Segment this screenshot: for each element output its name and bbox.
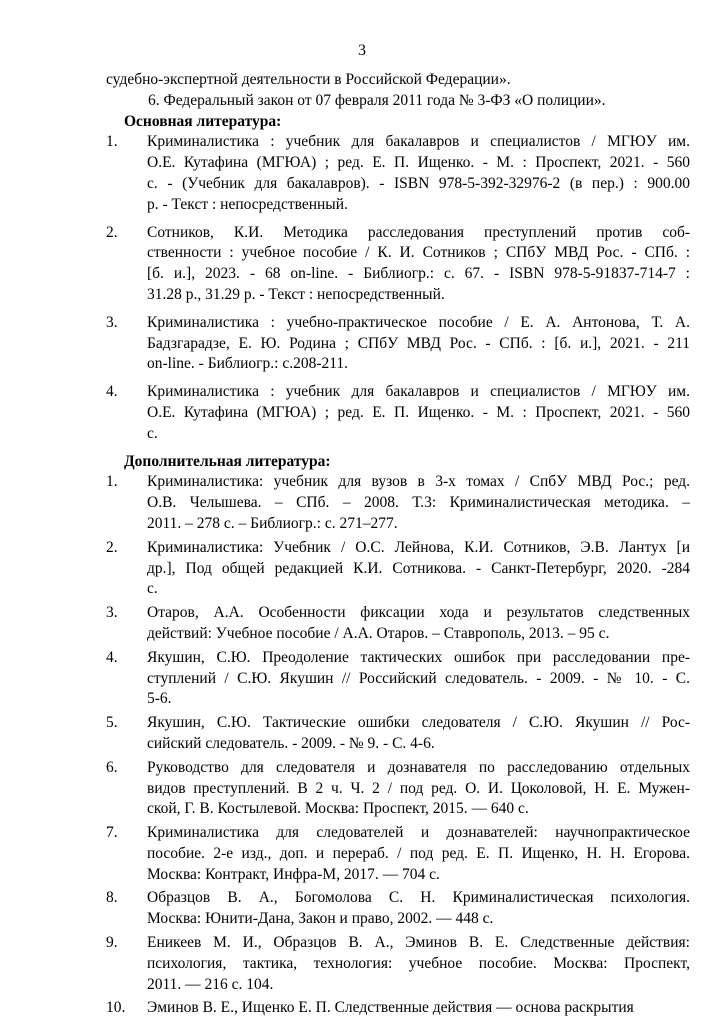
item-number: 8. — [106, 889, 118, 907]
item-text-line: Образцов В. А., Богомолова С. Н. Криминалистическая психология. — [147, 889, 690, 907]
item-text-line: 5-6. — [147, 690, 172, 708]
item-number: 3. — [106, 604, 118, 622]
extra-literature-item — [106, 888, 690, 930]
item-text — [147, 713, 690, 755]
extra-literature-item — [106, 823, 690, 885]
item-text — [147, 538, 690, 600]
item-text-line: психология, тактика, технология: учебное пособие. Москва: Проспект, — [147, 954, 690, 972]
item-text-line: Эминов В. Е., Ищенко Е. П. Следственные действия — основа раскрытия — [147, 999, 634, 1017]
intro-line-2: 6. Федеральный закон от 07 февраля 2011 года № 3-ФЗ «О полиции». — [148, 91, 606, 109]
item-text-line: 31.28 р., 31.29 р. - Текст : непосредственный. — [147, 285, 445, 303]
document-body — [106, 70, 690, 1022]
item-number: 10. — [106, 999, 126, 1017]
main-literature-item — [106, 132, 690, 215]
item-number: 3. — [106, 313, 118, 331]
extra-literature-item — [106, 998, 690, 1019]
extra-literature-item — [106, 933, 690, 995]
item-text-line: [б. и.], 2023. - 68 on-line. - Библиогр.: с. 67. - ISBN 978-5-91837-714-7 : — [147, 265, 690, 283]
extra-literature-item — [106, 603, 690, 645]
item-number: 2. — [106, 538, 118, 556]
item-text — [147, 648, 690, 710]
extra-literature-item — [106, 472, 690, 534]
item-text — [147, 472, 690, 534]
item-text-line: пособие. 2-е изд., доп. и перераб. / под ред. Е. П. Ищенко, Н. Н. Егорова. — [147, 844, 690, 862]
item-text-line: Сотников, К.И. Методика расследования преступлений против соб- — [147, 223, 690, 241]
item-number: 5. — [106, 714, 118, 732]
item-text-line: Москва: Юнити-Дана, Закон и право, 2002. — 448 с. — [147, 910, 494, 928]
item-text — [147, 603, 690, 645]
item-text-line: 2011. — 216 с. 104. — [147, 975, 274, 993]
item-text-line: О.В. Челышева. – СПб. – 2008. Т.3: Криминалистическая методика. – — [147, 494, 690, 512]
item-text-line: Москва: Контракт, Инфра-М, 2017. — 704 с. — [147, 865, 440, 883]
item-text-line: Криминалистика: Учебник / О.С. Лейнова, К.И. Сотников, Э.В. Лантух [и — [147, 538, 690, 556]
item-number: 9. — [106, 934, 118, 952]
item-text — [147, 933, 690, 995]
extra-literature-list — [106, 472, 690, 1019]
main-literature-item — [106, 382, 690, 444]
intro-line-1: судебно-экспертной деятельности в Российской Федерации». — [106, 71, 511, 88]
item-text-line: Якушин, С.Ю. Тактические ошибки следователя / С.Ю. Якушин // Рос- — [147, 714, 690, 732]
page-number: 3 — [358, 42, 366, 59]
item-text — [147, 758, 690, 820]
item-number: 7. — [106, 824, 118, 842]
extra-literature-item — [106, 713, 690, 755]
item-text-line: с. - (Учебник для бакалавров). - ISBN 978-5-392-32976-2 (в пер.) : 900.00 — [147, 174, 690, 192]
item-text-line: Криминалистика : учебник для бакалавров и специалистов / МГЮУ им. — [147, 383, 690, 401]
item-text-line: О.Е. Кутафина (МГЮА) ; ред. Е. П. Ищенко. - М. : Проспект, 2021. - 560 — [147, 154, 690, 172]
item-text-line: on-line. - Библиогр.: с.208-211. — [147, 355, 349, 373]
item-text-line: Криминалистика : учебно-практическое пособие / Е. А. Антонова, Т. А. — [147, 313, 690, 331]
item-text-line: ской, Г. В. Костылевой. Москва: Проспект, 2015. — 640 с. — [147, 800, 529, 818]
item-number: 4. — [106, 648, 118, 666]
item-text-line: видов преступлений. В 2 ч. Ч. 2 / под ред. О. И. Цоколовой, Н. Е. Мужен- — [147, 779, 690, 797]
item-number: 1. — [106, 133, 118, 151]
item-text-line: р. - Текст : непосредственный. — [147, 195, 348, 213]
item-text — [147, 998, 690, 1019]
item-number: 4. — [106, 383, 118, 401]
item-text-line: Отаров, А.А. Особенности фиксации хода и результатов следственных — [147, 604, 690, 622]
item-text-line: действий: Учебное пособие / А.А. Отаров. – Ставрополь, 2013. – 95 с. — [147, 624, 610, 642]
extra-literature-heading: Дополнительная литература: — [124, 452, 331, 470]
main-literature-heading: Основная литература: — [124, 112, 282, 130]
extra-literature-item — [106, 648, 690, 710]
main-literature-item — [106, 223, 690, 306]
item-text-line: Руководство для следователя и дознавателя по расследованию отдельных — [147, 758, 690, 776]
item-number: 6. — [106, 758, 118, 776]
main-literature-item — [106, 313, 690, 375]
item-number: 1. — [106, 473, 118, 491]
item-text — [147, 132, 690, 215]
item-text-line: с. — [147, 580, 158, 598]
item-text-line: О.Е. Кутафина (МГЮА) ; ред. Е. П. Ищенко. - М. : Проспект, 2021. - 560 — [147, 403, 690, 421]
item-text-line: Бадзгарадзе, Е. Ю. Родина ; СПбУ МВД Рос. - СПб. : [б. и.], 2021. - 211 — [147, 334, 690, 352]
item-text-line: Криминалистика : учебник для бакалавров и специалистов / МГЮУ им. — [147, 133, 690, 151]
item-text — [147, 823, 690, 885]
item-text — [147, 223, 690, 306]
item-text-line: Криминалистика: учебник для вузов в 3-х томах / СпбУ МВД Рос.; ред. — [147, 473, 690, 491]
extra-literature-item — [106, 538, 690, 600]
item-text — [147, 382, 690, 444]
main-literature-list — [106, 132, 690, 444]
item-text-line: Еникеев М. И., Образцов В. А., Эминов В. Е. Следственные действия: — [147, 934, 690, 952]
item-text-line: Якушин, С.Ю. Преодоление тактических ошибок при расследовании пре- — [147, 648, 690, 666]
item-text-line: ственности : учебное пособие / К. И. Сотников ; СПбУ МВД Рос. - СПб. : — [147, 244, 690, 262]
extra-literature-item — [106, 758, 690, 820]
item-text-line: Криминалистика для следователей и дознавателей: научнопрактическое — [147, 824, 690, 842]
item-number: 2. — [106, 223, 118, 241]
item-text-line: сийский следователь. - 2009. - № 9. - С. 4-6. — [147, 734, 435, 752]
item-text — [147, 313, 690, 375]
item-text — [147, 888, 690, 930]
item-text-line: 2011. – 278 с. – Библиогр.: с. 271–277. — [147, 514, 398, 532]
item-text-line: др.], Под общей редакцией К.И. Сотникова. - Санкт-Петербург, 2020. -284 — [147, 559, 690, 577]
item-text-line: ступлений / С.Ю. Якушин // Российский следователь. - 2009. - № 10. - С. — [147, 669, 690, 687]
item-text-line: с. — [147, 424, 158, 442]
